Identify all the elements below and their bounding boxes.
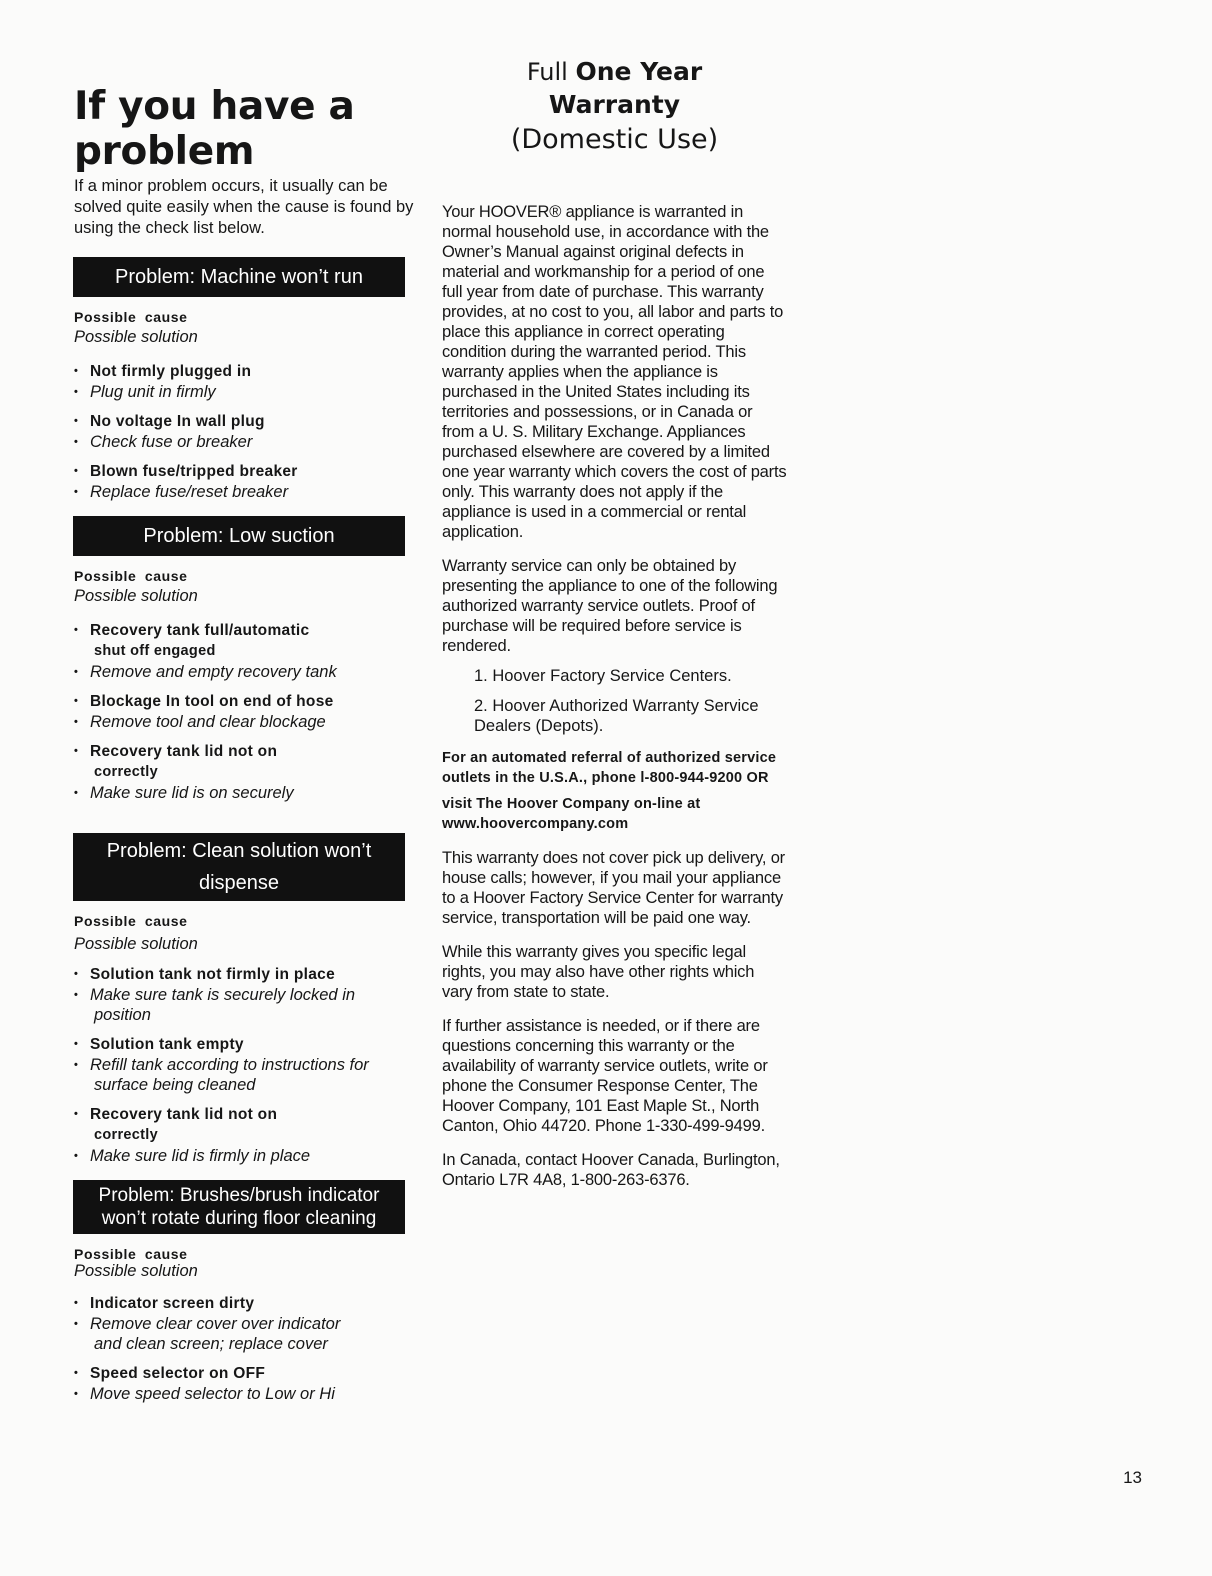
canada-paragraph: In Canada, contact Hoover Canada, Burlington, Ontario L7R 4A8, 1-800-263-6376. bbox=[442, 1151, 780, 1189]
warranty-column bbox=[442, 56, 787, 1190]
legend-cause: Possible cause bbox=[74, 1246, 188, 1262]
legend-solution: Possible solution bbox=[74, 587, 198, 605]
problem-heading-brushes bbox=[73, 1180, 405, 1234]
cause-text-cont: correctly bbox=[94, 1127, 158, 1143]
list-item bbox=[74, 1363, 414, 1404]
solution: • Remove and empty recovery tank bbox=[74, 662, 414, 682]
solution: • Make sure lid is on securely bbox=[74, 783, 414, 803]
solution bbox=[74, 1055, 414, 1095]
legend-cause: Possible cause bbox=[74, 913, 188, 929]
solution-text: Make sure tank is securely locked in bbox=[90, 986, 356, 1004]
list-item bbox=[74, 461, 414, 502]
list-item bbox=[74, 411, 414, 452]
list-item bbox=[74, 964, 414, 1025]
solution: • Replace fuse/reset breaker bbox=[74, 482, 414, 502]
cause-text: Recovery tank full/automatic bbox=[90, 622, 310, 639]
solution bbox=[74, 985, 414, 1025]
solution: • Remove tool and clear blockage bbox=[74, 712, 414, 732]
cause: • No voltage In wall plug bbox=[74, 411, 414, 432]
solution: • Check fuse or breaker bbox=[74, 432, 414, 452]
coverage-paragraph: This warranty does not cover pick up delivery, or house calls; however, if you mail your appliance to a Hoover Factory Service Center for warranty service, transportation will be paid one way. bbox=[442, 849, 785, 927]
heading-full: Full bbox=[526, 58, 568, 86]
cause-text-cont: correctly bbox=[94, 764, 158, 780]
bar-line-1: Problem: Brushes/brush indicator bbox=[98, 1185, 380, 1206]
page-title bbox=[74, 84, 414, 174]
troubleshooting-column bbox=[74, 84, 414, 1404]
problem-heading-clean-solution bbox=[73, 833, 405, 901]
solution-text-cont: and clean screen; replace cover bbox=[94, 1335, 328, 1353]
intro-paragraph: If a minor problem occurs, it usually can be solved quite easily when the cause is found by using the check list below. bbox=[74, 177, 414, 237]
solution: • Make sure lid is firmly in place bbox=[74, 1146, 414, 1166]
solution-text: Refill tank according to instructions for bbox=[90, 1056, 369, 1074]
solution: • Move speed selector to Low or Hi bbox=[74, 1384, 414, 1404]
cause: • Solution tank empty bbox=[74, 1034, 414, 1055]
service-list-item: 1. Hoover Factory Service Centers. bbox=[474, 667, 732, 685]
list-item bbox=[74, 620, 414, 682]
cause: • Not firmly plugged in bbox=[74, 361, 414, 382]
heading-line-1 bbox=[442, 56, 787, 88]
solution-text: Remove clear cover over indicator bbox=[90, 1315, 341, 1333]
heading-one-year: One Year bbox=[575, 57, 703, 86]
service-paragraph: Warranty service can only be obtained by presenting the appliance to one of the following authorized warranty service outlets. Proof of purchase will be required before service is rendered. bbox=[442, 557, 778, 655]
legend-cause: Possible cause bbox=[74, 309, 188, 325]
cause-text: Recovery tank lid not on bbox=[90, 743, 278, 760]
solution: • Plug unit in firmly bbox=[74, 382, 414, 402]
cause: • Speed selector on OFF bbox=[74, 1363, 414, 1384]
list-item bbox=[74, 1104, 414, 1166]
cause bbox=[74, 1104, 414, 1146]
cause bbox=[74, 741, 414, 783]
bar-line-2: won’t rotate during floor cleaning bbox=[101, 1208, 377, 1229]
title-line-1: If you have a bbox=[74, 84, 355, 129]
problem-heading-machine-wont-run: Problem: Machine won’t run bbox=[73, 257, 405, 297]
legend-solution: Possible solution bbox=[74, 935, 198, 953]
website-note: visit The Hoover Company on-line at www.hoovercompany.com bbox=[442, 796, 701, 832]
list-item bbox=[74, 691, 414, 732]
bar-line-1: Problem: Clean solution won’t bbox=[106, 840, 372, 862]
legend-solution: Possible solution bbox=[74, 1262, 198, 1280]
referral-note: For an automated referral of authorized service outlets in the U.S.A., phone l-800-944-9200 OR bbox=[442, 750, 777, 786]
cause: • Blown fuse/tripped breaker bbox=[74, 461, 414, 482]
warranty-paragraph: Your HOOVER® appliance is warranted in normal household use, in accordance with the Owner’s Manual against original defects in material and workmanship for a period of one full year from date of purchase. This warranty provides, at no cost to you, all labor and parts to place this appliance in correct operating condition during the warranted period. This warranty applies when the appliance is purchased in the United States including its territories and possessions, or in Canada or from a U. S. Military Exchange. Appliances purchased elsewhere are covered by a limited one year warranty which covers the cost of parts only. This warranty does not apply if the appliance is used in a commercial or rental application. bbox=[442, 203, 787, 541]
cause bbox=[74, 620, 414, 662]
bar-line-2: dispense bbox=[198, 872, 280, 894]
problem-heading-low-suction: Problem: Low suction bbox=[73, 516, 405, 556]
heading-domestic-use: (Domestic Use) bbox=[510, 124, 719, 155]
list-item bbox=[74, 741, 414, 803]
title-line-2: problem bbox=[74, 129, 255, 174]
heading-warranty: Warranty bbox=[548, 90, 681, 119]
legend-solution: Possible solution bbox=[74, 328, 198, 346]
legend-cause: Possible cause bbox=[74, 568, 188, 584]
list-item bbox=[74, 1034, 414, 1095]
cause: • Solution tank not firmly in place bbox=[74, 964, 414, 985]
cause-text: Recovery tank lid not on bbox=[90, 1106, 278, 1123]
cause: • Blockage In tool on end of hose bbox=[74, 691, 414, 712]
cause-text-cont: shut off engaged bbox=[94, 643, 216, 659]
service-list-item: 2. Hoover Authorized Warranty Service Dealers (Depots). bbox=[474, 697, 759, 735]
warranty-heading bbox=[442, 56, 787, 158]
solution-text-cont: position bbox=[94, 1006, 151, 1024]
legal-rights-paragraph: While this warranty gives you specific legal rights, you may also have other rights which vary from state to state. bbox=[442, 943, 755, 1001]
solution bbox=[74, 1314, 414, 1354]
list-item bbox=[74, 361, 414, 402]
cause: • Indicator screen dirty bbox=[74, 1293, 414, 1314]
page-number: 13 bbox=[1123, 1468, 1142, 1487]
list-item bbox=[74, 1293, 414, 1354]
solution-text-cont: surface being cleaned bbox=[94, 1076, 256, 1094]
assistance-paragraph: If further assistance is needed, or if there are questions concerning this warranty or the availability of warranty service outlets, write or phone the Consumer Response Center, The Hoover Company, 101 East Maple St., North Canton, Ohio 44720. Phone 1-330-499-9499. bbox=[442, 1017, 768, 1135]
